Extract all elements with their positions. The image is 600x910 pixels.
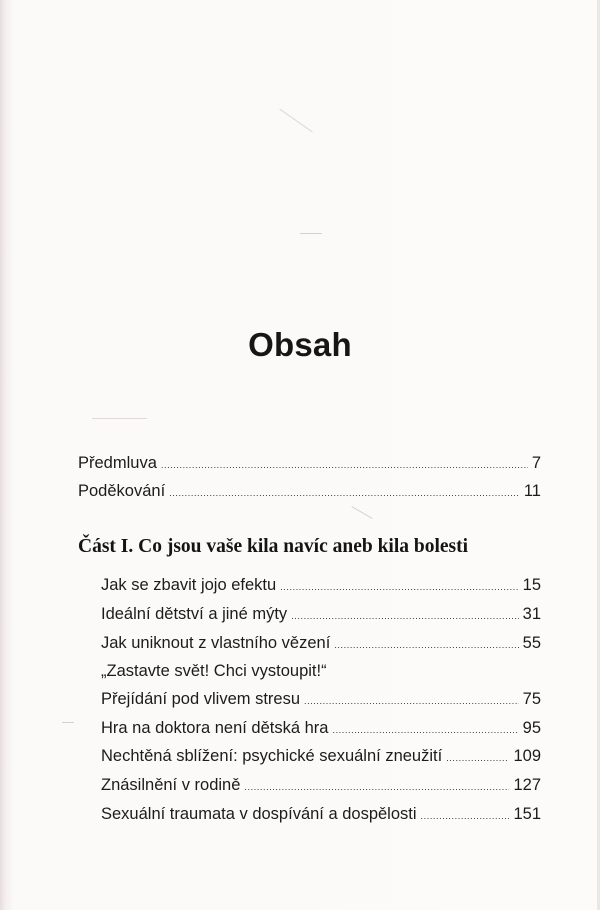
- toc-entry-page: 75: [522, 690, 541, 708]
- scan-speck: [279, 109, 312, 133]
- scan-speck: [62, 722, 74, 723]
- page-title: Obsah: [248, 326, 352, 363]
- toc-entry: [101, 634, 541, 653]
- toc-entry-page: 127: [513, 776, 541, 794]
- toc-entry: [78, 454, 541, 473]
- dot-leader: [446, 753, 509, 763]
- dot-leader: [332, 725, 518, 735]
- toc-entry: [101, 605, 541, 624]
- toc-entry-page: 55: [522, 634, 541, 652]
- toc-entry-label: Předmluva: [78, 454, 157, 472]
- scan-speck: [92, 418, 147, 419]
- toc-entry-label: Přejídání pod vlivem stresu: [101, 690, 301, 708]
- toc-entry: [101, 776, 541, 795]
- dot-leader: [169, 488, 520, 498]
- toc-entry-page: 31: [522, 605, 541, 623]
- dot-leader: [304, 696, 519, 706]
- toc-entry-page: 95: [522, 719, 541, 737]
- toc-entry-label: Jak uniknout z vlastního vězení: [101, 634, 331, 652]
- toc-entry-label: Jak se zbavit jojo efektu: [101, 576, 277, 594]
- scan-speck: [351, 506, 372, 519]
- toc-entry-page: 7: [531, 454, 541, 472]
- toc-entry-label: Sexuální traumata v dospívání a dospělosti: [101, 805, 417, 823]
- part-heading: Část I. Co jsou vaše kila navíc aneb kila bolesti: [78, 536, 469, 557]
- toc-entry-page: 151: [513, 805, 541, 823]
- toc-entry-label: Ideální dětství a jiné mýty: [101, 605, 288, 623]
- scan-speck: [300, 233, 322, 234]
- toc-subheading: „Zastavte svět! Chci vystoupit!“: [101, 662, 327, 680]
- dot-leader: [161, 460, 528, 470]
- toc-entry: [101, 747, 541, 766]
- toc-entry-label: Poděkování: [78, 482, 166, 500]
- dot-leader: [280, 582, 518, 592]
- toc-entry-page: 11: [523, 482, 541, 500]
- toc-entry: [101, 719, 541, 738]
- toc-entry: [101, 805, 541, 824]
- toc-entry-page: 109: [513, 747, 541, 765]
- toc-entry-label: Hra na doktora není dětská hra: [101, 719, 329, 737]
- dot-leader: [244, 782, 509, 792]
- dot-leader: [421, 811, 510, 821]
- toc-entry-label: Nechtěná sblížení: psychické sexuální zneužití: [101, 747, 443, 765]
- toc-entry-label: Znásilnění v rodině: [101, 776, 241, 794]
- dot-leader: [334, 640, 518, 650]
- toc-entry-page: 15: [522, 576, 541, 594]
- dot-leader: [291, 611, 518, 621]
- toc-entry: [101, 690, 541, 709]
- toc-entry: [101, 576, 541, 595]
- toc-entry: [78, 482, 541, 501]
